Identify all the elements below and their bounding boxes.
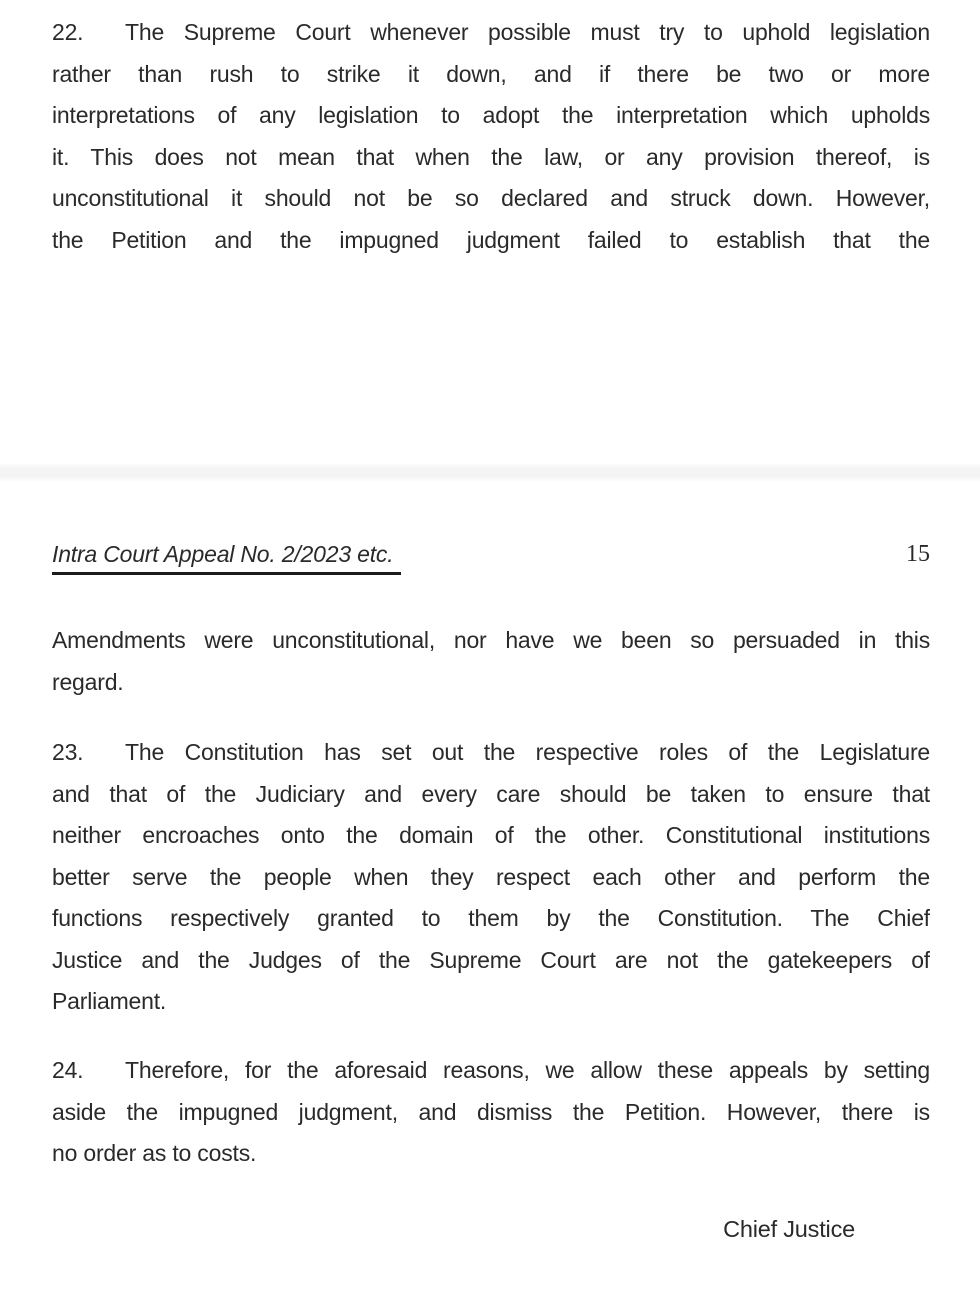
text-line: 23. The Constitution has set out the respective roles of the Legislature [52, 732, 930, 774]
paragraph-number: 23. [52, 739, 84, 765]
paragraph-number: 22. [52, 19, 84, 45]
page-number: 15 [906, 541, 930, 567]
text-line: rather than rush to strike it down, and if there be two or more [52, 60, 930, 87]
text-line: and that of the Judiciary and every care should be taken to ensure that [52, 780, 930, 807]
text-line: functions respectively granted to them by the Constitution. The Chief [52, 905, 930, 931]
text-line: regard. [52, 668, 124, 695]
running-header [52, 542, 930, 575]
text-line: aside the impugned judgment, and dismiss the Petition. However, there is [52, 1098, 930, 1125]
paragraph-23 [52, 732, 930, 1023]
text-line: unconstitutional it should not be so declared and struck down. However, [52, 185, 930, 211]
text-line: 24. Therefore, for the aforesaid reasons, we allow these appeals by setting [52, 1050, 930, 1092]
text-line: Justice and the Judges of the Supreme Court are not the gatekeepers of [52, 946, 930, 973]
text-line: better serve the people when they respect each other and perform the [52, 863, 930, 890]
text-line: neither encroaches onto the domain of the other. Constitutional institutions [52, 822, 930, 848]
text-line: no order as to costs. [52, 1140, 257, 1166]
paragraph-number: 24. [52, 1057, 84, 1083]
text-line: Amendments were unconstitutional, nor have we been so persuaded in this [52, 627, 930, 653]
paragraph-22-continuation [52, 620, 930, 703]
text-line: 22. The Supreme Court whenever possible must try to uphold legislation [52, 12, 930, 54]
text-line: Parliament. [52, 988, 167, 1014]
page-separator [0, 463, 980, 482]
signature-chief-justice: Chief Justice [723, 1216, 855, 1242]
text-line: it. This does not mean that when the law, or any provision thereof, is [52, 143, 930, 170]
text-line: interpretations of any legislation to adopt the interpretation which upholds [52, 102, 930, 128]
text-line: the Petition and the impugned judgment failed to establish that the [52, 226, 930, 253]
paragraph-22 [52, 12, 930, 261]
case-title: Intra Court Appeal No. 2/2023 etc. [52, 542, 401, 575]
paragraph-24 [52, 1050, 930, 1175]
